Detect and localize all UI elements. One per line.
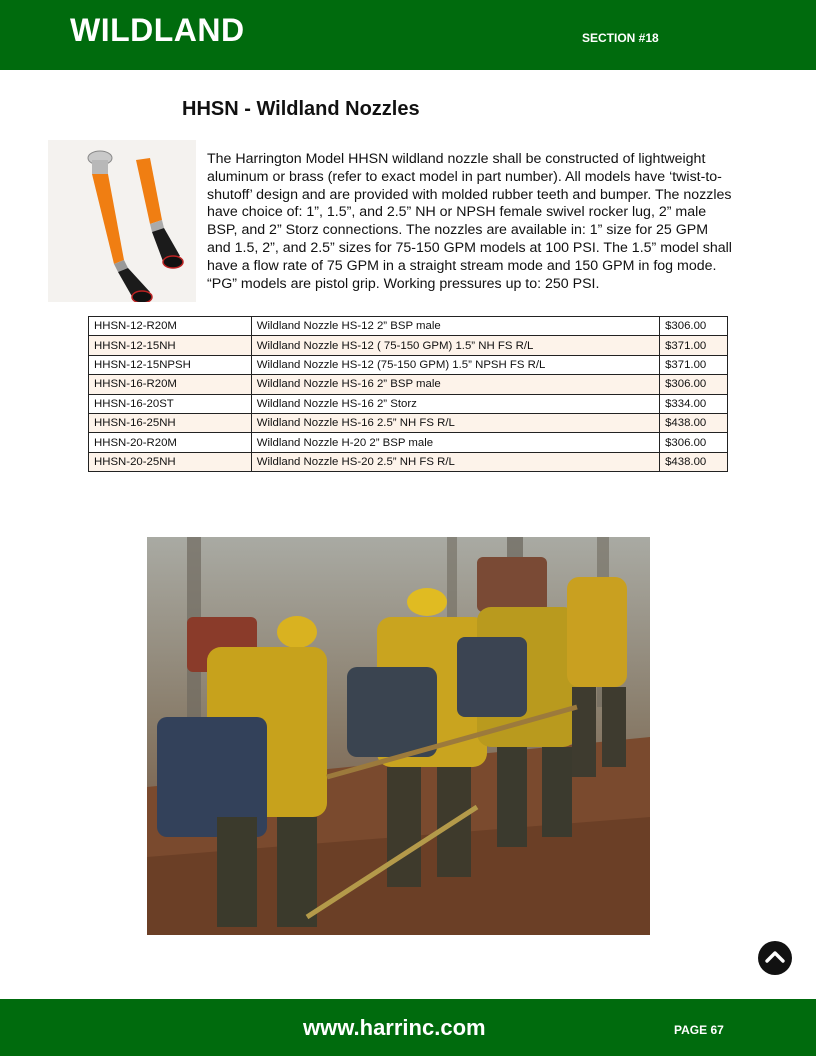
table-row — [89, 355, 728, 374]
part-description-cell: Wildland Nozzle HS-12 2” BSP male — [251, 317, 659, 336]
website-link[interactable]: www.harrinc.com — [303, 1015, 486, 1040]
part-description-cell: Wildland Nozzle HS-16 2.5” NH FS R/L — [251, 413, 659, 432]
table-row — [89, 452, 728, 471]
price-cell: $371.00 — [660, 355, 728, 374]
section-brand-title: WILDLAND — [70, 12, 245, 48]
part-number-cell: HHSN-16-25NH — [89, 413, 252, 432]
part-number-cell: HHSN-12-15NH — [89, 336, 252, 355]
price-cell: $438.00 — [660, 413, 728, 432]
part-description-cell: Wildland Nozzle HS-12 ( 75-150 GPM) 1.5” NH FS R/L — [251, 336, 659, 355]
product-description: The Harrington Model HHSN wildland nozzle shall be constructed of lightweight aluminum or brass (refer to exact model in part number). All models have ‘twist-to-shutoff’ design and are provided with molded rubber teeth and bumper. The nozzles have choice of: 1”, 1.5”, and 2.5” NH or NPSH female swivel rocker lug, 2” male BSP, and 2” Storz connections. The nozzles are available in: 1” size for 25 GPM and 1.5, 2”, and 2.5” sizes for 75-150 GPM models at 100 PSI. The 1.5” model shall have a flow rate of 75 GPM in a straight stream mode and 150 GPM in fog mode. “PG” models are pistol grip. Working pressures up to: 250 PSI. — [207, 151, 732, 292]
page-number: PAGE 67 — [674, 1023, 724, 1037]
firefighters-illustration — [147, 537, 650, 935]
part-number-cell: HHSN-12-15NPSH — [89, 355, 252, 374]
page-header — [0, 0, 816, 70]
table-row — [89, 433, 728, 452]
parts-price-table — [88, 316, 728, 472]
firefighters-photo — [147, 537, 650, 935]
page-title: HHSN - Wildland Nozzles — [182, 98, 420, 120]
table-row — [89, 336, 728, 355]
part-description-cell: Wildland Nozzle HS-16 2” BSP male — [251, 375, 659, 394]
part-number-cell: HHSN-16-R20M — [89, 375, 252, 394]
table-row — [89, 375, 728, 394]
chevron-up-icon — [758, 941, 792, 975]
part-number-cell: HHSN-12-R20M — [89, 317, 252, 336]
price-cell: $371.00 — [660, 336, 728, 355]
page-footer — [0, 999, 816, 1056]
price-cell: $334.00 — [660, 394, 728, 413]
price-cell: $438.00 — [660, 452, 728, 471]
nozzle-product-image — [48, 140, 196, 302]
table-row — [89, 394, 728, 413]
table-row — [89, 317, 728, 336]
price-cell: $306.00 — [660, 375, 728, 394]
part-description-cell: Wildland Nozzle HS-16 2” Storz — [251, 394, 659, 413]
section-number: SECTION #18 — [582, 31, 659, 45]
nozzle-illustration — [48, 140, 196, 302]
part-description-cell: Wildland Nozzle H-20 2” BSP male — [251, 433, 659, 452]
part-number-cell: HHSN-16-20ST — [89, 394, 252, 413]
part-description-cell: Wildland Nozzle HS-20 2.5” NH FS R/L — [251, 452, 659, 471]
price-cell: $306.00 — [660, 317, 728, 336]
part-description-cell: Wildland Nozzle HS-12 (75-150 GPM) 1.5” NPSH FS R/L — [251, 355, 659, 374]
part-number-cell: HHSN-20-R20M — [89, 433, 252, 452]
scroll-up-button[interactable] — [758, 941, 792, 975]
table-row — [89, 413, 728, 432]
part-number-cell: HHSN-20-25NH — [89, 452, 252, 471]
price-cell: $306.00 — [660, 433, 728, 452]
